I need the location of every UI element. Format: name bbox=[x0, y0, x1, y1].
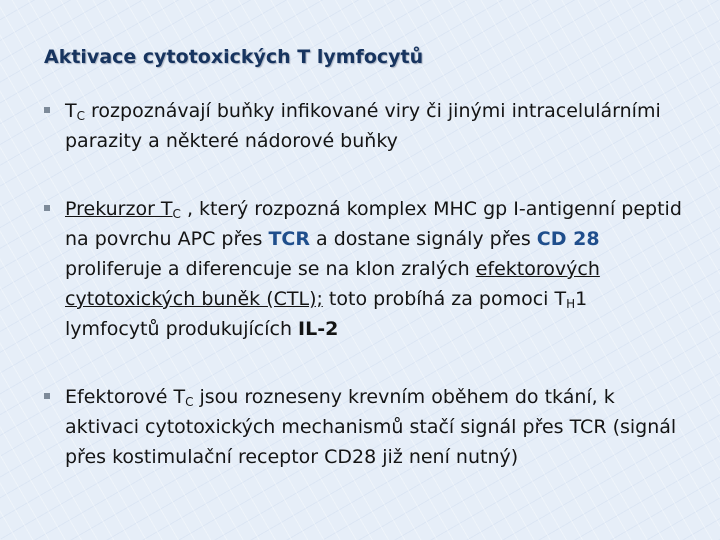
bullet-text-part: jsou rozneseny krevním oběhem do tkání, k aktivaci cytotoxických mechanismů stačí signál přes TCR (signál přes kostimulační receptor CD28 již není nutný) bbox=[65, 386, 677, 468]
bullet-marker-icon bbox=[44, 107, 50, 113]
slide-title: Aktivace cytotoxických T lymfocytů bbox=[44, 46, 424, 68]
bullet-text-part: , který rozpozná komplex MHC gp I-antigenní peptid na povrchu APC přes bbox=[65, 198, 682, 250]
prekurzor-link[interactable] bbox=[65, 198, 181, 220]
bullet-text-body: rozpoznávají buňky infikované viry či jinými intracelulárními parazity a některé nádorové buňky bbox=[65, 100, 661, 152]
bullet-marker-icon bbox=[44, 205, 50, 211]
bullet-text bbox=[65, 194, 684, 344]
prekurzor-text: Prekurzor T bbox=[65, 198, 173, 220]
bullet-text-part: proliferuje a diferencuje se na klon zralých bbox=[65, 258, 476, 280]
bullet-marker-icon bbox=[44, 393, 50, 399]
bullet-item-1 bbox=[44, 96, 684, 156]
subscript: H bbox=[566, 297, 576, 311]
efektor-link[interactable]: efektorových cytotoxických buněk (CTL); bbox=[65, 258, 600, 310]
subscript: C bbox=[172, 207, 181, 221]
bullet-item-3 bbox=[44, 382, 684, 472]
bullet-text bbox=[65, 96, 684, 156]
bullet-text-part: toto probíhá za pomoci T bbox=[322, 288, 567, 310]
bullet-text-part: Efektorové T bbox=[65, 386, 186, 408]
subscript: C bbox=[76, 109, 85, 123]
il2-bold: IL-2 bbox=[298, 318, 339, 340]
bullet-text-part: 1 lymfocytů produkujících bbox=[65, 288, 588, 340]
tcr-highlight: TCR bbox=[268, 228, 311, 250]
t-letter: T bbox=[65, 100, 77, 122]
bullet-text bbox=[65, 382, 684, 472]
cd28-highlight: CD 28 bbox=[536, 228, 600, 250]
subscript: C bbox=[185, 395, 194, 409]
bullet-item-2 bbox=[44, 194, 684, 344]
bullet-text-part: a dostane signály přes bbox=[310, 228, 537, 250]
